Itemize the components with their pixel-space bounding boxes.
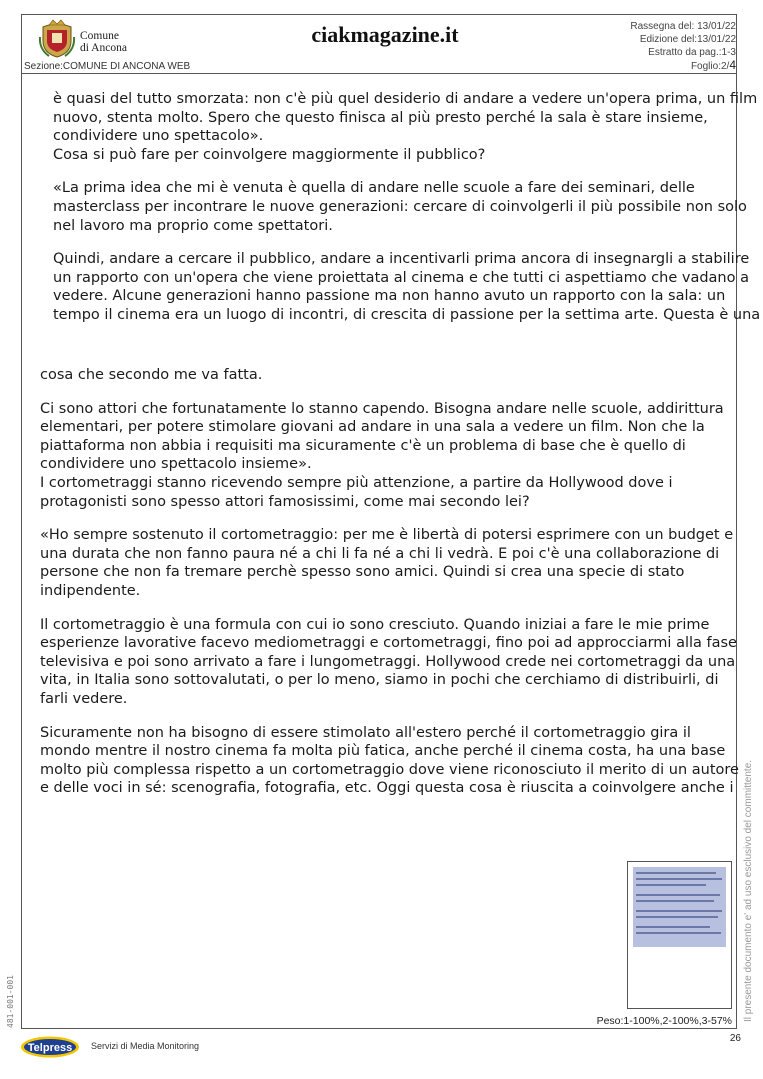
foglio-label: Foglio:2/ [690,61,730,72]
article-line: I cortometraggi stanno ricevendo sempre più attenzione, a partire da Hollywood dove i [40,474,673,491]
article-line: elementari, per potere stimolare giovani ad andare in una sala a vedere un film. Non che la [40,419,705,436]
article-line: tempo il cinema era un luogo di incontri, di crescita di passione per la settima arte. Questa è una [53,306,761,323]
article-block-top [53,90,761,340]
article-line: una durata che non fanno paura né a chi li fa né a chi li vedrà. E poi c'è una collaborazione di [40,545,720,562]
article-line: Cosa si può fare per coinvolgere maggiormente il pubblico? [53,146,486,163]
page-number: 26 [729,1033,741,1044]
article-paragraph [40,526,734,600]
article-line: vita, in Italia sono sottovalutati, o per lo meno, siamo in pochi che cerchiamo di distribuirli, di [40,672,719,689]
article-line: indipendente. [40,582,141,599]
article-line: farli vedere. [40,690,128,707]
article-line: Sicuramente non ha bisogno di essere stimolato all'estero perché il cortometraggio gira il [40,724,691,741]
article-line: è quasi del tutto smorzata: non c'è più quel desiderio di andare a vedere un'opera prima, un film [53,91,758,107]
article-paragraph [40,400,724,512]
servizi-label: Servizi di Media Monitoring [91,1041,200,1051]
article-line: masterclass per incontrare le nuove generazioni: cercare di coinvolgerli il più possibile non solo [53,198,747,215]
thumbnail-text-line [636,910,722,912]
thumbnail-text-line [636,884,706,886]
article-line: «Ho sempre sostenuto il cortometraggio: per me è libertà di potersi esprimere con un budget e [40,527,734,544]
foglio-counter [630,59,736,73]
telpress-logo-text: Telpress [27,1042,73,1054]
article-line: nel lavoro ma proprio come spettatori. [53,217,333,234]
article-line: Quindi, andare a cercare il pubblico, andare a incentivarli prima ancora di insegnargli a stabilire [53,251,750,268]
comune-line-1: Comune [80,30,119,42]
article-line: mondo mentre il nostro cinema fa molta più fatica, anche perché il cinema costa, ha una base [40,743,726,760]
article-line: cosa che secondo me va fatta. [40,367,263,383]
header-divider [21,73,737,74]
article-line: protagonisti sono spesso attori famosissimi, come mai secondo lei? [40,493,530,510]
side-notice: Il presente documento e' ad uso esclusivo del committente. [743,759,754,1022]
comune-crest-icon [37,19,77,59]
article-line: televisiva e poi sono arrivato a fare i lungometraggi. Hollywood crede nei cortometraggi da una [40,653,736,670]
article-line: vedere. Alcune generazioni hanno passione ma non hanno avuto un rapporto con la sala: un [53,288,726,305]
article-line: «La prima idea che mi è venuta è quella di andare nelle scuole a fare dei seminari, delle [53,180,695,197]
section-label: Sezione:COMUNE DI ANCONA WEB [24,61,191,72]
article-line: Il cortometraggio è una formula con cui io sono cresciuto. Quando iniziai a fare le mie prime [40,616,710,633]
rassegna-date: Rassegna del: 13/01/22 [630,21,736,32]
article-line: condividere uno spettacolo insieme». [40,456,312,473]
article-block-bottom [40,366,739,813]
article-line: nuovo, stenta molto. Spero che questo finisca al più presto perché la sala è stare insieme, [53,109,708,126]
masthead-title: ciakmagazine.it [311,22,459,47]
article-line: molto più complessa rispetto a un cortometraggio dove viene riconosciuto il merito di un autore [40,761,739,778]
comune-line-2: di Ancona [80,42,127,54]
thumbnail-text-line [636,878,722,880]
comune-name [80,30,127,54]
article-line: persone che non fa tremare perchè spesso sono amici. Quindi si crea una specie di stato [40,564,685,581]
article-line: e delle voci in sé: scenografia, fotografia, etc. Oggi questa cosa è riuscita a coinvolgere anche i [40,780,734,797]
press-review-meta [630,20,736,73]
thumbnail-text-line [636,916,718,918]
page-thumbnail [627,861,732,1009]
foglio-total: 4 [729,58,736,72]
edizione-date: Edizione del:13/01/22 [639,34,736,45]
peso-label: Peso:1-100%,2-100%,3-57% [596,1015,732,1027]
article-paragraph [53,90,758,164]
telpress-logo-icon [20,1036,80,1058]
thumbnail-text-line [636,894,720,896]
thumbnail-text-line [636,926,710,928]
article-line: Ci sono attori che fortunatamente lo stanno capendo. Bisogna andare nelle scuole, addirittura [40,400,724,417]
article-line: un rapporto con un'opera che viene proiettata al cinema e che tutti ci aspettiamo che vadano a [53,269,749,286]
article-line: piattaforma non abbia i requisiti ma sicuramente c'è un problema di base che è quello di [40,437,686,454]
article-line: condividere uno spettacolo». [53,128,264,145]
article-paragraph [53,250,761,324]
article-paragraph [40,724,739,798]
article-paragraph [53,179,747,235]
document-code: 481-001-001 [6,975,15,1028]
thumbnail-text-line [636,932,721,934]
article-paragraph [40,616,737,709]
article-line: esperienze lavorative facevo mediometraggi e cortometraggi, fino poi ad approcciarmi alla fase [40,635,737,652]
estratto-pages: Estratto da pag.:1-3 [648,47,736,58]
thumbnail-text-line [636,900,714,902]
thumbnail-text-line [636,872,716,874]
article-paragraph [40,366,705,385]
